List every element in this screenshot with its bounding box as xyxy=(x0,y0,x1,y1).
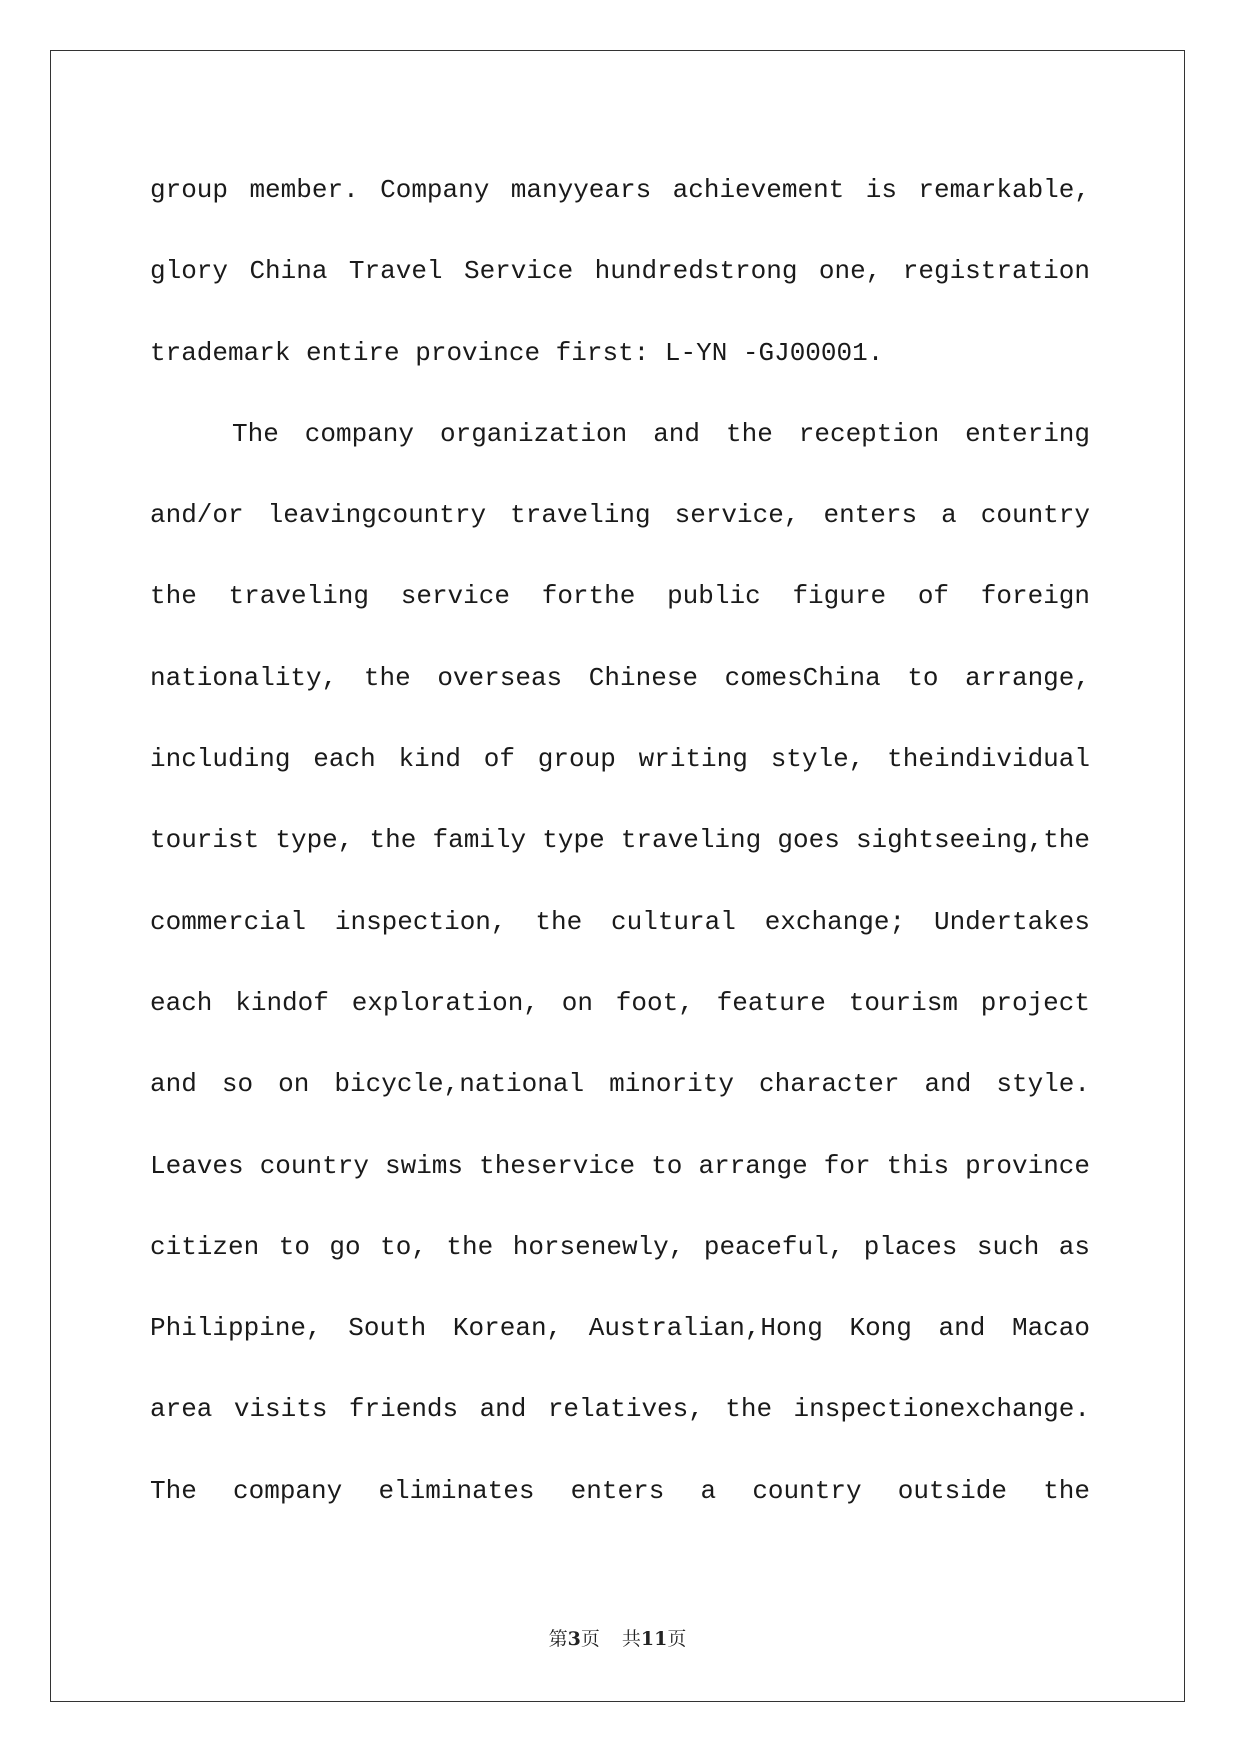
text-line: trademark entire province first: L-YN -GJ00001. xyxy=(150,337,884,368)
text-line: nationality, the overseas Chinese comesChina to arrange, xyxy=(150,662,1090,693)
text-line: The company eliminates enters a country outside the xyxy=(150,1475,1090,1506)
body-text xyxy=(150,150,1090,1532)
text-line: each kindof exploration, on foot, feature tourism project xyxy=(150,987,1090,1018)
paragraph-start-line: The company organization and the reception entering xyxy=(232,418,1090,449)
current-page-number: 3 xyxy=(567,1628,581,1650)
total-prefix: 共 xyxy=(621,1628,641,1650)
text-line: Philippine, South Korean, Australian,Hong Kong and Macao xyxy=(150,1313,1090,1344)
total-unit: 页 xyxy=(667,1628,687,1650)
text-line: glory China Travel Service hundredstrong one, registration xyxy=(150,256,1090,287)
text-line: commercial inspection, the cultural exchange; Undertakes xyxy=(150,906,1090,937)
text-line: group member. Company manyyears achievement is remarkable, xyxy=(150,175,1090,205)
page-unit: 页 xyxy=(580,1628,600,1650)
text-line: tourist type, the family type traveling goes sightseeing,the xyxy=(150,825,1090,856)
text-line: and so on bicycle,national minority character and style. xyxy=(150,1069,1090,1100)
text-line: including each kind of group writing style, theindividual xyxy=(150,744,1090,775)
page-number-footer xyxy=(50,1624,1185,1651)
text-line: and/or leavingcountry traveling service, enters a country xyxy=(150,500,1090,531)
page-prefix: 第 xyxy=(548,1628,568,1650)
total-page-count: 11 xyxy=(640,1628,668,1650)
text-line: citizen to go to, the horsenewly, peaceful, places such as xyxy=(150,1231,1090,1262)
text-line: the traveling service forthe public figure of foreign xyxy=(150,581,1090,612)
text-line: area visits friends and relatives, the inspectionexchange. xyxy=(150,1394,1090,1425)
text-line: Leaves country swims theservice to arrange for this province xyxy=(150,1150,1090,1181)
